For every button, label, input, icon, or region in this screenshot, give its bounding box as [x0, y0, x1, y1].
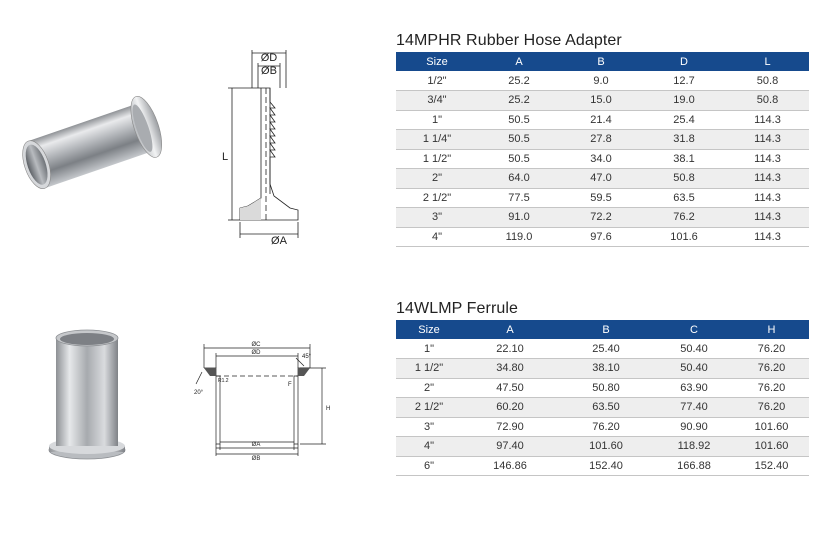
col-header-a: A — [478, 52, 560, 71]
size-cell: 6" — [396, 456, 462, 476]
adapter-dim-b: ØB — [261, 65, 277, 77]
size-cell: 1 1/2" — [396, 149, 478, 169]
table-row — [396, 71, 809, 91]
col-header-b: B — [558, 320, 654, 339]
size-cell: 1" — [396, 110, 478, 130]
size-cell: 1 1/4" — [396, 130, 478, 150]
value-cell: 76.20 — [558, 417, 654, 437]
table-row — [396, 437, 809, 457]
value-cell: 91.0 — [478, 208, 560, 228]
ferrule-product-photo — [46, 328, 130, 468]
size-cell: 2 1/2" — [396, 398, 462, 418]
ferrule-dim-a: ØA — [251, 442, 261, 448]
value-cell: 15.0 — [560, 91, 642, 111]
table-row — [396, 456, 809, 476]
value-cell: 114.3 — [726, 149, 809, 169]
value-cell: 25.2 — [478, 71, 560, 91]
table-row — [396, 339, 809, 359]
value-cell: 76.20 — [734, 398, 809, 418]
value-cell: 50.5 — [478, 110, 560, 130]
value-cell: 50.80 — [558, 378, 654, 398]
value-cell: 114.3 — [726, 169, 809, 189]
value-cell: 63.50 — [558, 398, 654, 418]
value-cell: 76.2 — [642, 208, 726, 228]
ferrule-dim-f: F — [288, 382, 292, 388]
value-cell: 34.80 — [462, 359, 558, 379]
value-cell: 25.4 — [642, 110, 726, 130]
value-cell: 50.8 — [726, 91, 809, 111]
value-cell: 114.3 — [726, 208, 809, 228]
ferrule-title: 14WLMP Ferrule — [396, 300, 519, 317]
value-cell: 119.0 — [478, 227, 560, 247]
table-row — [396, 208, 809, 228]
table-row — [396, 227, 809, 247]
value-cell: 50.40 — [654, 339, 734, 359]
table-row — [396, 398, 809, 418]
ferrule-dim-angle-45: 45° — [302, 354, 312, 360]
value-cell: 101.6 — [642, 227, 726, 247]
value-cell: 76.20 — [734, 339, 809, 359]
value-cell: 63.90 — [654, 378, 734, 398]
adapter-product-photo — [20, 88, 180, 203]
value-cell: 27.8 — [560, 130, 642, 150]
table-row — [396, 359, 809, 379]
size-cell: 2" — [396, 169, 478, 189]
adapter-dim-a: ØA — [271, 235, 287, 247]
value-cell: 38.10 — [558, 359, 654, 379]
table-row — [396, 130, 809, 150]
value-cell: 50.8 — [726, 71, 809, 91]
value-cell: 146.86 — [462, 456, 558, 476]
col-header-size: Size — [396, 320, 462, 339]
value-cell: 9.0 — [560, 71, 642, 91]
value-cell: 50.8 — [642, 169, 726, 189]
ferrule-spec-table — [396, 320, 809, 476]
table-row — [396, 110, 809, 130]
value-cell: 21.4 — [560, 110, 642, 130]
table-row — [396, 188, 809, 208]
table-header-row — [396, 320, 809, 339]
table-row — [396, 169, 809, 189]
value-cell: 50.5 — [478, 149, 560, 169]
table-row — [396, 378, 809, 398]
value-cell: 90.90 — [654, 417, 734, 437]
value-cell: 47.0 — [560, 169, 642, 189]
ferrule-dim-d: ØD — [251, 350, 261, 356]
value-cell: 38.1 — [642, 149, 726, 169]
col-header-b: B — [560, 52, 642, 71]
value-cell: 114.3 — [726, 227, 809, 247]
value-cell: 72.90 — [462, 417, 558, 437]
value-cell: 50.40 — [654, 359, 734, 379]
value-cell: 114.3 — [726, 188, 809, 208]
value-cell: 59.5 — [560, 188, 642, 208]
value-cell: 22.10 — [462, 339, 558, 359]
value-cell: 50.5 — [478, 130, 560, 150]
size-cell: 3/4" — [396, 91, 478, 111]
ferrule-dim-angle-20: 20° — [194, 390, 204, 396]
table-row — [396, 91, 809, 111]
value-cell: 114.3 — [726, 110, 809, 130]
size-cell: 3" — [396, 417, 462, 437]
ferrule-dim-h: H — [326, 406, 331, 412]
adapter-title: 14MPHR Rubber Hose Adapter — [396, 32, 622, 49]
col-header-h: H — [734, 320, 809, 339]
size-cell: 1 1/2" — [396, 359, 462, 379]
col-header-l: L — [726, 52, 809, 71]
ferrule-dim-c: ØC — [251, 342, 261, 348]
col-header-a: A — [462, 320, 558, 339]
adapter-dim-l: L — [222, 151, 229, 163]
value-cell: 101.60 — [734, 437, 809, 457]
table-row — [396, 149, 809, 169]
size-cell: 2" — [396, 378, 462, 398]
value-cell: 97.6 — [560, 227, 642, 247]
value-cell: 47.50 — [462, 378, 558, 398]
size-cell: 4" — [396, 227, 478, 247]
value-cell: 31.8 — [642, 130, 726, 150]
size-cell: 1" — [396, 339, 462, 359]
value-cell: 152.40 — [558, 456, 654, 476]
value-cell: 60.20 — [462, 398, 558, 418]
size-cell: 1/2" — [396, 71, 478, 91]
value-cell: 63.5 — [642, 188, 726, 208]
value-cell: 77.5 — [478, 188, 560, 208]
value-cell: 101.60 — [558, 437, 654, 457]
value-cell: 114.3 — [726, 130, 809, 150]
ferrule-technical-drawing — [192, 338, 340, 462]
value-cell: 25.40 — [558, 339, 654, 359]
adapter-technical-drawing — [218, 44, 318, 250]
value-cell: 19.0 — [642, 91, 726, 111]
value-cell: 34.0 — [560, 149, 642, 169]
value-cell: 76.20 — [734, 359, 809, 379]
col-header-size: Size — [396, 52, 478, 71]
value-cell: 118.92 — [654, 437, 734, 457]
size-cell: 4" — [396, 437, 462, 457]
ferrule-dim-r: R1.2 — [218, 378, 229, 384]
adapter-dim-d: ØD — [260, 52, 278, 64]
ferrule-dim-b: ØB — [251, 456, 261, 462]
value-cell: 64.0 — [478, 169, 560, 189]
table-header-row — [396, 52, 809, 71]
value-cell: 77.40 — [654, 398, 734, 418]
value-cell: 152.40 — [734, 456, 809, 476]
value-cell: 76.20 — [734, 378, 809, 398]
value-cell: 101.60 — [734, 417, 809, 437]
value-cell: 25.2 — [478, 91, 560, 111]
col-header-d: D — [642, 52, 726, 71]
adapter-spec-table — [396, 52, 809, 247]
value-cell: 72.2 — [560, 208, 642, 228]
value-cell: 97.40 — [462, 437, 558, 457]
value-cell: 166.88 — [654, 456, 734, 476]
table-row — [396, 417, 809, 437]
size-cell: 2 1/2" — [396, 188, 478, 208]
col-header-c: C — [654, 320, 734, 339]
value-cell: 12.7 — [642, 71, 726, 91]
size-cell: 3" — [396, 208, 478, 228]
